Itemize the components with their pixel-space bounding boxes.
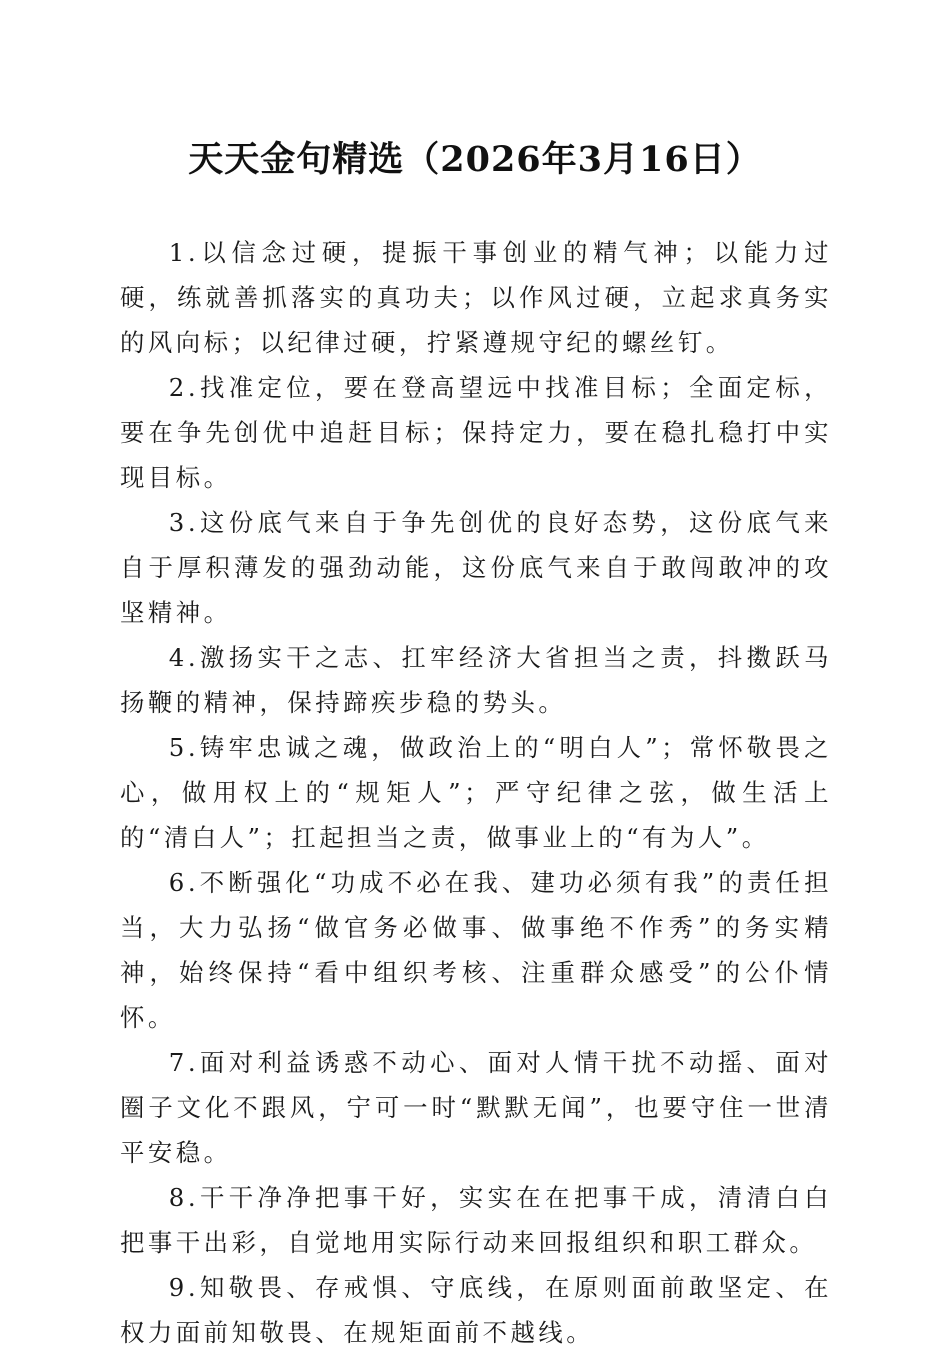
quote-paragraph-9: 9.知敬畏、存戒惧、守底线，在原则面前敢坚定、在权力面前知敬畏、在规矩面前不越线。 [120,1273,832,1347]
quote-paragraph-8: 8.干干净净把事干好，实实在在把事干成，清清白白把事干出彩，自觉地用实际行动来回报组织和职工群众。 [120,1183,832,1257]
quote-paragraph-5: 5.铸牢忠诚之魂，做政治上的“明白人”；常怀敬畏之心，做用权上的“规矩人”；严守纪律之弦，做生活上的“清白人”；扛起担当之责，做事业上的“有为人”。 [120,733,832,852]
quote-paragraph-3: 3.这份底气来自于争先创优的良好态势，这份底气来自于厚积薄发的强劲动能，这份底气来自于敢闯敢冲的攻坚精神。 [120,508,832,627]
quote-paragraph-1: 1.以信念过硬，提振干事创业的精气神；以能力过硬，练就善抓落实的真功夫；以作风过硬，立起求真务实的风向标；以纪律过硬，拧紧遵规守纪的螺丝钉。 [120,238,832,357]
document-title: 天天金句精选（2026年3月16日） [188,139,762,180]
document-body [120,230,832,1355]
quote-paragraph-4: 4.激扬实干之志、扛牢经济大省担当之责，抖擞跃马扬鞭的精神，保持蹄疾步稳的势头。 [120,643,832,717]
quote-paragraph-6: 6.不断强化“功成不必在我、建功必须有我”的责任担当，大力弘扬“做官务必做事、做事绝不作秀”的务实精神，始终保持“看中组织考核、注重群众感受”的公仆情怀。 [120,868,832,1032]
quote-paragraph-2: 2.找准定位，要在登高望远中找准目标；全面定标，要在争先创优中追赶目标；保持定力，要在稳扎稳打中实现目标。 [120,373,832,492]
quote-paragraph-7: 7.面对利益诱惑不动心、面对人情干扰不动摇、面对圈子文化不跟风，宁可一时“默默无闻”，也要守住一世清平安稳。 [120,1048,832,1167]
